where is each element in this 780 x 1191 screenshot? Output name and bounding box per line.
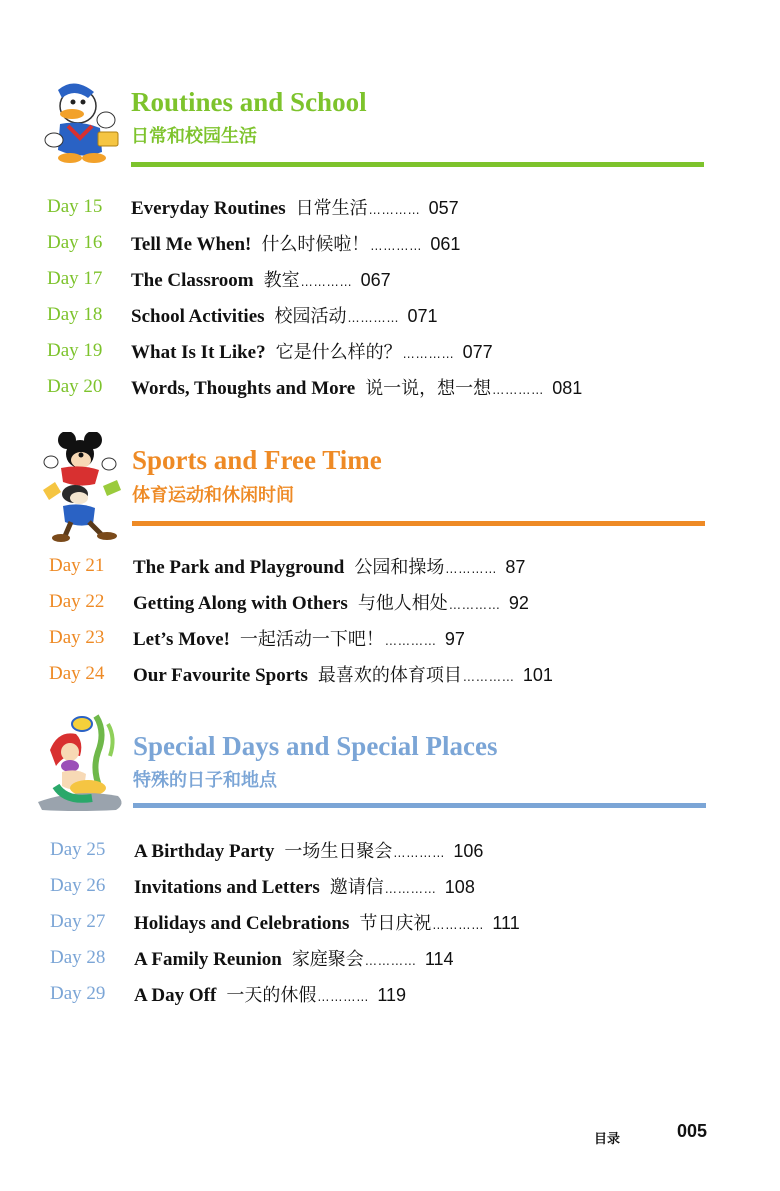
- entry-title: Words, Thoughts and More: [131, 378, 356, 399]
- entry-line: [134, 945, 454, 971]
- toc-entry[interactable]: [0, 873, 780, 903]
- entry-title: Our Favourite Sports: [133, 665, 308, 686]
- section-title: Sports and Free Time: [132, 445, 382, 475]
- dot-leader: …………: [347, 311, 400, 325]
- day-label: Day 21: [49, 555, 105, 576]
- section-divider: [132, 521, 705, 526]
- page-number: 081: [552, 378, 583, 398]
- entry-line: [131, 194, 459, 220]
- mickey-and-goofy-character-icon: [35, 432, 125, 542]
- entry-chinese-title: 一天的休假: [226, 985, 317, 1006]
- entry-chinese-title: 什么时候啦！: [261, 234, 370, 255]
- entry-chinese-title: 校园活动: [274, 306, 347, 327]
- section-divider: [133, 803, 706, 808]
- entry-title: A Day Off: [134, 985, 217, 1006]
- page-number: 061: [430, 234, 461, 254]
- dot-leader: …………: [370, 239, 423, 253]
- toc-entry[interactable]: [0, 194, 780, 224]
- toc-entry[interactable]: [0, 625, 780, 655]
- entry-chinese-title: 一场生日聚会: [284, 841, 393, 862]
- section-subtitle: 日常和校园生活: [131, 126, 257, 147]
- dot-leader: …………: [368, 203, 421, 217]
- page-number: 067: [360, 270, 391, 290]
- page-number: 071: [407, 306, 438, 326]
- dot-leader: …………: [393, 846, 446, 860]
- day-label: Day 27: [50, 911, 106, 932]
- toc-entry[interactable]: [0, 909, 780, 939]
- day-label: Day 23: [49, 627, 105, 648]
- day-label: Day 25: [50, 839, 106, 860]
- entry-chinese-title: 节日庆祝: [359, 913, 432, 934]
- day-label: Day 19: [47, 340, 103, 361]
- donald-duck-character-icon: [40, 80, 122, 164]
- entry-title: What Is It Like?: [131, 342, 266, 363]
- dot-leader: …………: [317, 990, 370, 1004]
- little-mermaid-character-icon: [36, 712, 132, 812]
- dot-leader: …………: [448, 598, 501, 612]
- dot-leader: …………: [445, 562, 498, 576]
- day-label: Day 15: [47, 196, 103, 217]
- dot-leader: …………: [364, 954, 417, 968]
- toc-entry[interactable]: [0, 661, 780, 691]
- day-label: Day 20: [47, 376, 103, 397]
- toc-entry[interactable]: [0, 374, 780, 404]
- entry-title: Let’s Move!: [133, 629, 230, 650]
- entry-title: Getting Along with Others: [133, 593, 348, 614]
- toc-entry[interactable]: [0, 266, 780, 296]
- entry-chinese-title: 邀请信: [329, 877, 384, 898]
- toc-entry[interactable]: [0, 338, 780, 368]
- dot-leader: …………: [432, 918, 485, 932]
- entry-chinese-title: 日常生活: [295, 198, 368, 219]
- day-label: Day 16: [47, 232, 103, 253]
- entry-line: [133, 589, 529, 615]
- entry-line: [134, 909, 520, 935]
- entry-chinese-title: 最喜欢的体育项目: [317, 665, 462, 686]
- entry-title: Invitations and Letters: [134, 877, 320, 898]
- section-subtitle: 特殊的日子和地点: [133, 770, 277, 791]
- page-number: 101: [522, 665, 553, 685]
- entry-chinese-title: 家庭聚会: [291, 949, 364, 970]
- entry-chinese-title: 它是什么样的？: [275, 342, 402, 363]
- dot-leader: …………: [492, 383, 545, 397]
- page-number: 114: [424, 949, 454, 969]
- toc-entry[interactable]: [0, 945, 780, 975]
- day-label: Day 28: [50, 947, 106, 968]
- dot-leader: …………: [384, 634, 437, 648]
- entry-title: A Birthday Party: [134, 841, 275, 862]
- section-subtitle: 体育运动和休闲时间: [132, 485, 294, 506]
- page-number: 108: [444, 877, 475, 897]
- page-number: 87: [505, 557, 526, 577]
- entry-title: School Activities: [131, 306, 265, 327]
- entry-chinese-title: 一起活动一下吧！: [239, 629, 384, 650]
- day-label: Day 29: [50, 983, 106, 1004]
- entry-line: [133, 661, 553, 687]
- page-number: 106: [453, 841, 484, 861]
- day-label: Day 18: [47, 304, 103, 325]
- section-title: Routines and School: [131, 87, 367, 117]
- dot-leader: …………: [462, 670, 515, 684]
- entry-chinese-title: 公园和操场: [354, 557, 445, 578]
- dot-leader: …………: [384, 882, 437, 896]
- entry-line: [131, 374, 582, 400]
- dot-leader: …………: [300, 275, 353, 289]
- toc-entry[interactable]: [0, 837, 780, 867]
- toc-entry[interactable]: [0, 553, 780, 583]
- entry-chinese-title: 说一说，想一想: [365, 378, 492, 399]
- entry-line: [134, 873, 475, 899]
- toc-entry[interactable]: [0, 302, 780, 332]
- page-number: 077: [462, 342, 493, 362]
- entry-line: [131, 338, 493, 364]
- entry-line: [131, 302, 438, 328]
- footer-page-number: 005: [677, 1121, 708, 1141]
- entry-title: Everyday Routines: [131, 198, 286, 219]
- entry-line: [131, 230, 460, 256]
- entry-title: Tell Me When!: [131, 234, 252, 255]
- section-title: Special Days and Special Places: [133, 731, 498, 761]
- toc-entry[interactable]: [0, 981, 780, 1011]
- day-label: Day 26: [50, 875, 106, 896]
- footer-contents-label: 目录: [594, 1132, 621, 1147]
- entry-title: The Classroom: [131, 270, 254, 291]
- entry-title: Holidays and Celebrations: [134, 913, 350, 934]
- entry-title: A Family Reunion: [134, 949, 282, 970]
- page-number: 119: [377, 985, 407, 1005]
- entry-line: [134, 981, 406, 1007]
- entry-line: [133, 553, 525, 579]
- entry-chinese-title: 教室: [263, 270, 300, 291]
- day-label: Day 22: [49, 591, 105, 612]
- toc-entry[interactable]: [0, 589, 780, 619]
- page-number: 057: [428, 198, 459, 218]
- page-number: 92: [508, 593, 529, 613]
- entry-chinese-title: 与他人相处: [357, 593, 448, 614]
- day-label: Day 17: [47, 268, 103, 289]
- section-divider: [131, 162, 704, 167]
- toc-entry[interactable]: [0, 230, 780, 260]
- day-label: Day 24: [49, 663, 105, 684]
- page-number: 111: [492, 913, 520, 933]
- entry-line: [134, 837, 483, 863]
- entry-title: The Park and Playground: [133, 557, 345, 578]
- entry-line: [133, 625, 465, 651]
- entry-line: [131, 266, 391, 292]
- page-number: 97: [444, 629, 465, 649]
- dot-leader: …………: [402, 347, 455, 361]
